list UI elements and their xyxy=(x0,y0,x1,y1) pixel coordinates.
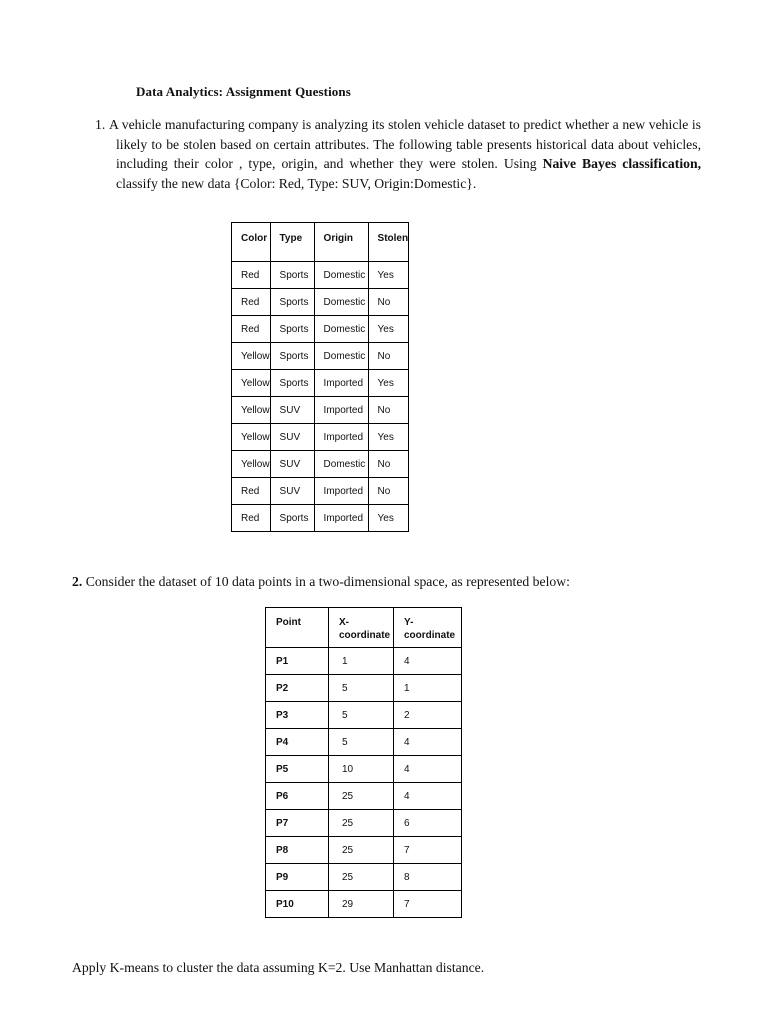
table-cell: 1 xyxy=(394,675,462,702)
table-cell: P1 xyxy=(266,648,329,675)
table-cell: Red xyxy=(232,316,271,343)
table-cell: 25 xyxy=(329,864,394,891)
table-row xyxy=(232,370,409,397)
table-cell: SUV xyxy=(270,478,314,505)
table-cell: P5 xyxy=(266,756,329,783)
question-2 xyxy=(72,574,570,590)
table-cell: Domestic xyxy=(314,343,368,370)
table-cell: Yes xyxy=(368,262,409,289)
table-cell: 25 xyxy=(329,783,394,810)
table-cell: Yes xyxy=(368,424,409,451)
column-header-type: Type xyxy=(270,223,314,262)
table-cell: 6 xyxy=(394,810,462,837)
table-cell: Yellow xyxy=(232,343,271,370)
table-cell: Imported xyxy=(314,370,368,397)
question-1-bold-text: Naive Bayes classification, xyxy=(542,156,701,172)
table-cell: 2 xyxy=(394,702,462,729)
table-cell: Yes xyxy=(368,505,409,532)
table-cell: Sports xyxy=(270,316,314,343)
table-cell: SUV xyxy=(270,397,314,424)
table-cell: 5 xyxy=(329,729,394,756)
table-cell: Red xyxy=(232,262,271,289)
table-cell: Sports xyxy=(270,343,314,370)
question-2-text: Consider the dataset of 10 data points in a two-dimensional space, as represented below: xyxy=(85,574,570,589)
question-1-number: 1. xyxy=(95,117,106,132)
table-cell: No xyxy=(368,343,409,370)
kmeans-instruction: Apply K-means to cluster the data assuming K=2. Use Manhattan distance. xyxy=(72,960,485,975)
table-cell: Red xyxy=(232,505,271,532)
table-cell: Domestic xyxy=(314,451,368,478)
table-cell: Imported xyxy=(314,505,368,532)
table-cell: No xyxy=(368,451,409,478)
table-cell: P4 xyxy=(266,729,329,756)
table-row xyxy=(266,783,462,810)
table-cell: P6 xyxy=(266,783,329,810)
question-2-number: 2. xyxy=(72,574,83,589)
table-cell: 29 xyxy=(329,891,394,918)
table-cell: Domestic xyxy=(314,316,368,343)
table-row xyxy=(232,451,409,478)
table-cell: Domestic xyxy=(314,289,368,316)
table-cell: 4 xyxy=(394,729,462,756)
table-cell: Sports xyxy=(270,289,314,316)
table-cell: No xyxy=(368,289,409,316)
column-header-point: Point xyxy=(266,608,329,648)
table-cell: Imported xyxy=(314,424,368,451)
table-row xyxy=(232,424,409,451)
table-row xyxy=(232,343,409,370)
question-1-text-part-1: A vehicle manufacturing company is analyzing its stolen vehicle dataset to predict whether a new vehicle is likely to be stolen based on certain attributes. The following table presents historical data about vehicles, including their color , type, origin, and whether they were stolen. Using xyxy=(109,117,701,172)
column-header-stolen: Stolen xyxy=(368,223,409,262)
table-cell: 5 xyxy=(329,675,394,702)
table-cell: 5 xyxy=(329,702,394,729)
table-row xyxy=(232,289,409,316)
table-cell: P10 xyxy=(266,891,329,918)
table-cell: 4 xyxy=(394,783,462,810)
table-row xyxy=(266,837,462,864)
table-header-row xyxy=(232,223,409,262)
table-cell: Yellow xyxy=(232,397,271,424)
table-row xyxy=(266,756,462,783)
table-cell: Red xyxy=(232,478,271,505)
table-cell: 25 xyxy=(329,837,394,864)
table-row xyxy=(266,675,462,702)
table-cell: Sports xyxy=(270,262,314,289)
points-data-table xyxy=(265,607,462,918)
document-title: Data Analytics: Assignment Questions xyxy=(136,84,351,99)
table-cell: No xyxy=(368,478,409,505)
table-row xyxy=(266,891,462,918)
table-cell: 1 xyxy=(329,648,394,675)
table-cell: Yellow xyxy=(232,424,271,451)
table-row xyxy=(232,262,409,289)
table-row xyxy=(266,702,462,729)
table-cell: Domestic xyxy=(314,262,368,289)
table-cell: Red xyxy=(232,289,271,316)
table-cell: Yellow xyxy=(232,451,271,478)
question-1-text-part-2: classify the new data {Color: Red, Type: SUV, Origin:Domestic}. xyxy=(116,175,477,191)
table-cell: 25 xyxy=(329,810,394,837)
table-cell: P7 xyxy=(266,810,329,837)
vehicle-data-table xyxy=(231,222,409,532)
table-cell: 4 xyxy=(394,648,462,675)
column-header-y-coordinate: Y- coordinate xyxy=(394,608,462,648)
table-row xyxy=(232,505,409,532)
table-header-row xyxy=(266,608,462,648)
table-cell: P3 xyxy=(266,702,329,729)
table-row xyxy=(232,397,409,424)
table-cell: Yes xyxy=(368,370,409,397)
table-cell: 7 xyxy=(394,837,462,864)
table-row xyxy=(266,864,462,891)
table-cell: No xyxy=(368,397,409,424)
table-cell: 4 xyxy=(394,756,462,783)
table-row xyxy=(232,478,409,505)
question-1-text xyxy=(109,115,701,193)
table-row xyxy=(266,729,462,756)
table-cell: 7 xyxy=(394,891,462,918)
table-row xyxy=(266,648,462,675)
column-header-color: Color xyxy=(232,223,271,262)
table-cell: P9 xyxy=(266,864,329,891)
question-1 xyxy=(95,115,701,193)
table-cell: Imported xyxy=(314,478,368,505)
table-cell: 10 xyxy=(329,756,394,783)
table-row xyxy=(232,316,409,343)
column-header-x-coordinate: X- coordinate xyxy=(329,608,394,648)
table-cell: Sports xyxy=(270,370,314,397)
table-cell: SUV xyxy=(270,424,314,451)
table-cell: SUV xyxy=(270,451,314,478)
table-row xyxy=(266,810,462,837)
table-cell: 8 xyxy=(394,864,462,891)
table-cell: P2 xyxy=(266,675,329,702)
table-cell: Imported xyxy=(314,397,368,424)
table-cell: P8 xyxy=(266,837,329,864)
table-cell: Yellow xyxy=(232,370,271,397)
table-cell: Sports xyxy=(270,505,314,532)
table-cell: Yes xyxy=(368,316,409,343)
column-header-origin: Origin xyxy=(314,223,368,262)
